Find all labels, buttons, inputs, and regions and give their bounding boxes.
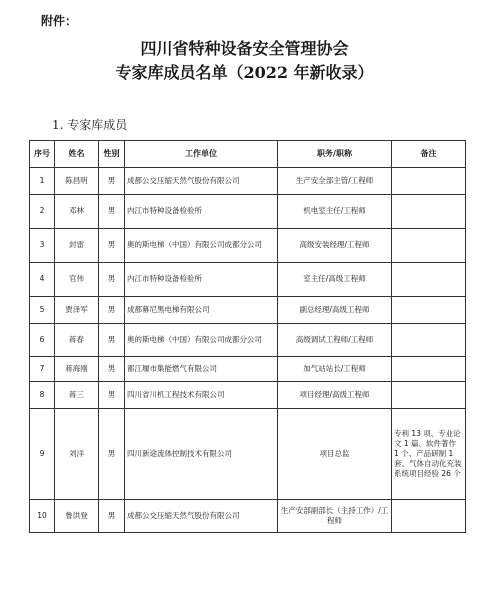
cell-gender: 男: [99, 382, 125, 409]
col-header-unit: 工作单位: [125, 141, 278, 168]
cell-no: 6: [30, 324, 55, 357]
table-row: [30, 357, 466, 382]
table-row: [30, 324, 466, 357]
cell-title: 生产安部副部长（主持工作）/工程师: [278, 500, 392, 533]
cell-note: [392, 357, 466, 382]
cell-title: 室主任/高级工程师: [278, 263, 392, 297]
cell-title: 项目经理/高级工程师: [278, 382, 392, 409]
cell-no: 7: [30, 357, 55, 382]
table-row: [30, 263, 466, 297]
cell-no: 4: [30, 263, 55, 297]
cell-unit: 都江堰市集能燃气有限公司: [125, 357, 278, 382]
cell-unit: 内江市特种设备检验所: [125, 195, 278, 229]
cell-gender: 男: [99, 195, 125, 229]
cell-name: 蒋三: [55, 382, 99, 409]
table-row: [30, 229, 466, 263]
expert-table: [29, 140, 466, 533]
cell-title: 项目总监: [278, 409, 392, 500]
cell-title: 机电室主任/工程师: [278, 195, 392, 229]
cell-name: 蒋海刚: [55, 357, 99, 382]
col-header-name: 姓名: [55, 141, 99, 168]
cell-title: 高级调试工程师/工程师: [278, 324, 392, 357]
cell-title: 加气站站长/工程师: [278, 357, 392, 382]
attachment-label: 附件：: [41, 14, 78, 28]
cell-name: 官伟: [55, 263, 99, 297]
cell-note: 专利 13 项、专业论文 1 篇、软件著作 1 个、产品研制 1 套、气体自动化充装系统项目经验 26 个: [392, 409, 466, 500]
cell-no: 1: [30, 168, 55, 195]
cell-unit: 奥的斯电梯（中国）有限公司成都分公司: [125, 229, 278, 263]
cell-note: [392, 168, 466, 195]
table-row: [30, 168, 466, 195]
table-row: [30, 297, 466, 324]
col-header-gender: 性别: [99, 141, 125, 168]
cell-no: 9: [30, 409, 55, 500]
cell-note: [392, 297, 466, 324]
cell-no: 10: [30, 500, 55, 533]
table-row: [30, 382, 466, 409]
cell-unit: 奥的斯电梯（中国）有限公司成都分公司: [125, 324, 278, 357]
col-header-note: 备注: [392, 141, 466, 168]
cell-title: 生产安全部主管/工程师: [278, 168, 392, 195]
cell-name: 鲁洪登: [55, 500, 99, 533]
cell-name: 邓林: [55, 195, 99, 229]
cell-gender: 男: [99, 263, 125, 297]
document-title: 四川省特种设备安全管理协会: [140, 39, 349, 58]
section-title: 1. 专家库成员: [52, 118, 128, 132]
cell-gender: 男: [99, 168, 125, 195]
cell-unit: 成都幕尼黑电梯有限公司: [125, 297, 278, 324]
cell-note: [392, 500, 466, 533]
cell-name: 封雷: [55, 229, 99, 263]
cell-no: 5: [30, 297, 55, 324]
cell-note: [392, 229, 466, 263]
cell-unit: 内江市特种设备检验所: [125, 263, 278, 297]
cell-no: 8: [30, 382, 55, 409]
table-header-row: [30, 141, 466, 168]
document-subtitle: 专家库成员名单（2022 年新收录）: [115, 63, 374, 82]
cell-gender: 男: [99, 500, 125, 533]
cell-note: [392, 195, 466, 229]
cell-gender: 男: [99, 357, 125, 382]
table-row: [30, 500, 466, 533]
cell-name: 陈昌明: [55, 168, 99, 195]
cell-name: 贾泽军: [55, 297, 99, 324]
cell-gender: 男: [99, 297, 125, 324]
cell-name: 刘洋: [55, 409, 99, 500]
cell-gender: 男: [99, 409, 125, 500]
cell-unit: 成都公交压缩天然气股份有限公司: [125, 168, 278, 195]
table-row: [30, 195, 466, 229]
cell-gender: 男: [99, 229, 125, 263]
cell-note: [392, 324, 466, 357]
cell-unit: 成都公交压缩天然气股份有限公司: [125, 500, 278, 533]
cell-no: 2: [30, 195, 55, 229]
cell-no: 3: [30, 229, 55, 263]
cell-note: [392, 382, 466, 409]
cell-title: 副总经理/高级工程师: [278, 297, 392, 324]
table-row: [30, 409, 466, 500]
cell-note: [392, 263, 466, 297]
col-header-no: 序号: [30, 141, 55, 168]
cell-title: 高级安装经理/工程师: [278, 229, 392, 263]
col-header-title: 职务/职称: [278, 141, 392, 168]
cell-gender: 男: [99, 324, 125, 357]
cell-unit: 四川省川机工程技术有限公司: [125, 382, 278, 409]
cell-name: 蒋春: [55, 324, 99, 357]
cell-unit: 四川新途流体控制技术有限公司: [125, 409, 278, 500]
